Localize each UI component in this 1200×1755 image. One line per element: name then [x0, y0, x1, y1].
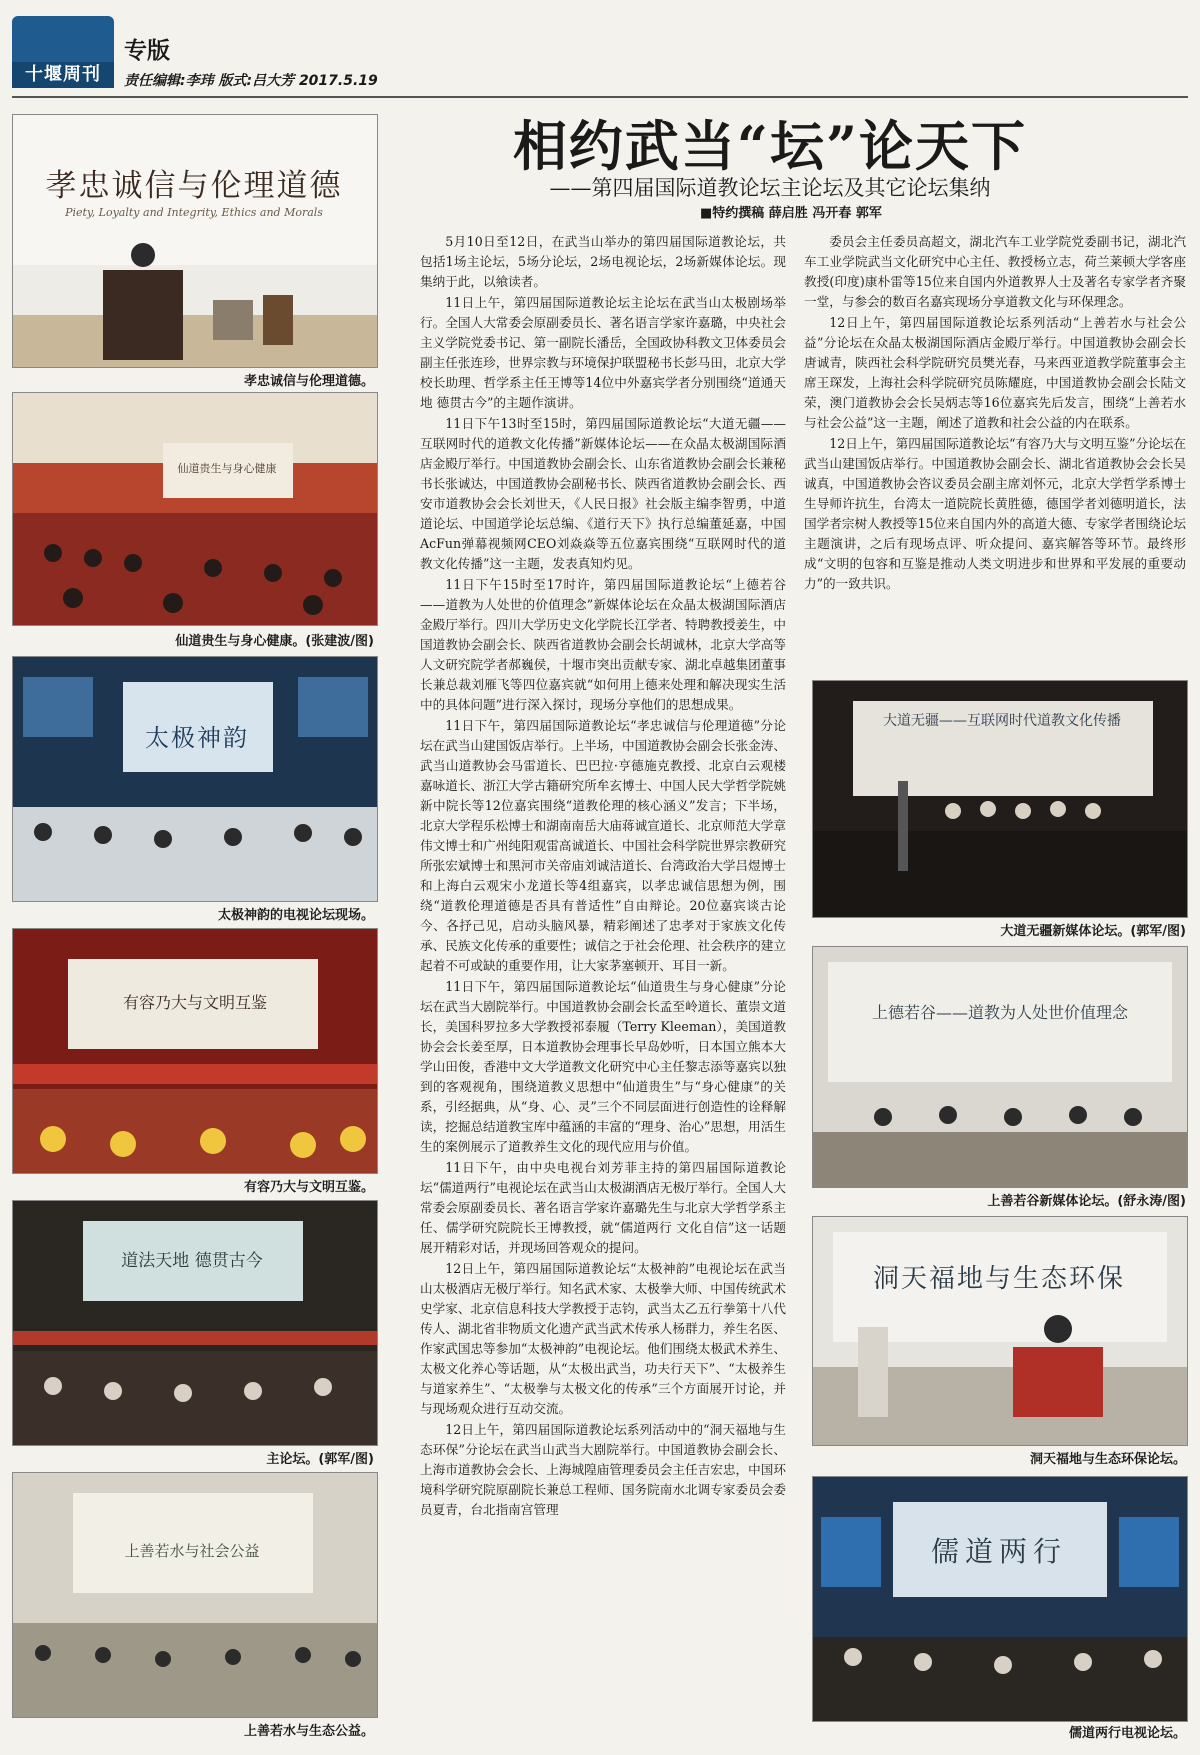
article-paragraph: 12日上午，第四届国际道教论坛“太极神韵”电视论坛在武当山太极酒店无极厅举行。知名武术家、太极拳大师、中国传统武术史学家、北京信息科技大学教授于志钧，武当太乙五行拳第十八代传人、湖北省非物质文化遗产武当武术传承人杨群力，养生名医、作家武国忠等参加“太极神韵”电视论坛。他们围绕太极武术养生、太极文化养心等话题，从“太极出武当，功夫行天下”、“太极养生与道家养生”、“太极拳与太极文化的传承”三个方面展开讨论，并与现场观众进行互动交流。	[420, 1261, 786, 1416]
article-paragraph: 11日下午，第四届国际道教论坛“仙道贵生与身心健康”分论坛在武当大剧院举行。中国道教协会副会长孟至岭道长、董崇文道长，美国科罗拉多大学教授祁泰履（Terry Kleeman），美国道教协会会长姜至厚，日本道教协会理事长早岛妙听，日本国立熊本大学山田俊，香港中文大学道教文化研究中心主任黎志添等嘉宾以独到的客观视角，围绕道教义思想中“仙道贵生”与“身心健康”的关系，引经据典，从“身、心、灵”三个不同层面进行创造性的诠释解读，挖掘总结道教宝库中蕴涵的丰富的“理身、治心”思想，用活生生的案例展示了道教养生文化的现代应用与价值。	[420, 979, 786, 1154]
photo-caption: 上善若水与生态公益。	[243, 1724, 374, 1739]
photo-piety-banner-en: Piety, Loyalty and Integrity, Ethics and Morals	[65, 206, 323, 219]
photo-caption: 孝忠诚信与伦理道德。	[243, 374, 374, 389]
photo-taiji-banner: 太极神韵	[145, 724, 249, 752]
article-column-2	[804, 232, 1186, 594]
photo-water-banner: 上善若水与社会公益	[124, 1542, 260, 1560]
photo-confucian-forum	[812, 1476, 1188, 1722]
subheadline: ——第四届国际道教论坛主论坛及其它论坛集纳	[549, 176, 991, 200]
article-paragraph: 11日下午15时至17时许，第四届国际道教论坛“上德若谷——道教为人处世的价值理念”新媒体论坛在众晶太极湖国际酒店金殿厅举行。四川大学历史文化学院长江学者、特聘教授姜生，中国道教协会副会长、陕西省道教协会副会长胡诚林，北京大学高等人文研究院学者郝巍侯，十堰市突出贡献专家、湖北卓越集团董事长兼总裁刘雁飞等四位嘉宾就“如何用上德来处理和解决现实生活中的具体问题”进行深入探讨，现场分享他们的思想成果。	[420, 577, 786, 712]
photo-caption: 有容乃大与文明互鉴。	[243, 1180, 374, 1195]
photo-piety-forum	[12, 114, 378, 368]
article-paragraph: 委员会主任委员高超文，湖北汽车工业学院党委副书记，湖北汽车工业学院武当文化研究中心主任、教授杨立志，荷兰莱顿大学客座教授(印度)康朴雷等15位来自国内外道教界人士及著名专家学者齐聚一堂，与参会的数百名嘉宾现场分享道教文化与环保理念。	[804, 234, 1186, 309]
editor-credits: 责任编辑:李玮 版式:吕大芳 2017.5.19	[124, 73, 378, 89]
photo-health-banner: 仙道贵生与身心健康	[177, 462, 277, 475]
photo-caption: 洞天福地与生态环保论坛。	[1029, 1452, 1186, 1467]
photo-caption: 大道无疆新媒体论坛。(郭军/图)	[1000, 924, 1186, 939]
masthead-divider	[12, 96, 1188, 98]
article-paragraph: 11日上午，第四届国际道教论坛主论坛在武当山太极剧场举行。全国人大常委会原副委员长、著名语言学家许嘉璐，中央社会主义学院党委书记、第一副院长潘岳，全国政协科教文卫体委员会副主任张连珍，世界宗教与环境保护联盟秘书长彭马田，北京大学校长助理、哲学系主任王博等14位中外嘉宾学者分别围绕“道通天地 德贯古今”的主题作演讲。	[420, 295, 786, 410]
photo-caption: 上善若谷新媒体论坛。(舒永涛/图)	[987, 1194, 1186, 1209]
article-column-1	[420, 232, 786, 1520]
article-paragraph: 12日上午，第四届国际道教论坛系列活动中的“洞天福地与生态环保”分论坛在武当山武当大剧院举行。中国道教协会副会长、上海市道教协会会长、上海城隍庙管理委员会主任吉宏忠，中国环境科学研究院原副院长兼总工程师、国务院南水北调专家委员会委员夏青，台北指南宫管理	[420, 1422, 786, 1517]
photo-virtue-banner: 上德若谷——道教为人处世价值理念	[871, 1003, 1128, 1022]
photo-main-banner: 道法天地 德贯古今	[121, 1251, 263, 1271]
article-paragraph: 11日下午13时至15时，第四届国际道教论坛“大道无疆——互联网时代的道教文化传播”新媒体论坛——在众晶太极湖国际酒店金殿厅举行。中国道教协会副会长、山东省道教协会副会长兼秘书长张诚达，中国道教协会副秘书长、陕西省道教协会副会长、西安市道教协会会长刘世天，《人民日报》社会版主编李智勇，中道道论坛、中国道学论坛总编、《道行天下》执行总编董延嘉，中国AcFun弹幕视频网CEO刘焱焱等五位嘉宾围绕“互联网时代的道教文化传播”这一主题，发表真知灼见。	[420, 416, 786, 571]
article-paragraph: 11日下午，由中央电视台刘芳菲主持的第四届国际道教论坛“儒道两行”电视论坛在武当山太极湖酒店无极厅举行。全国人大常委会原副委员长、著名语言学家许嘉璐先生与北京大学哲学系主任、儒学研究院院长王博教授，就“儒道两行 文化自信”这一话题展开精彩对话，并现场回答观众的提问。	[420, 1160, 786, 1255]
masthead-logo-text: 十堰周刊	[12, 62, 114, 88]
photo-caption: 太极神韵的电视论坛现场。	[217, 908, 374, 923]
photo-piety-banner: 孝忠诚信与伦理道德	[45, 168, 343, 204]
photo-caption: 儒道两行电视论坛。	[1068, 1726, 1186, 1741]
photo-taiji-forum	[12, 656, 378, 902]
article-paragraph: 11日下午，第四届国际道教论坛“孝忠诚信与伦理道德”分论坛在武当山建国饭店举行。上半场，中国道教协会副会长张金涛、武当山道教协会马雷道长、巴巴拉·亨德施克教授、北京白云观楼嘉咏道长、浙江大学古籍研究所牟玄博士、中国人民大学哲学院姚新中院长等12位嘉宾围绕“道教伦理的核心涵义”发言；下半场，北京大学程乐松博士和湖南南岳大庙蒋诚宣道长、北京师范大学章伟文博士和广州纯阳观雷高诚道长、中国社会科学院世界宗教研究所张宏斌博士和黑河市关帝庙刘诚洁道长、台湾政治大学吕煜博士和上海白云观宋小龙道长等4组嘉宾，以孝忠诚信思想为例，围绕“道教伦理道德是否具有普适性”自由辩论。20位嘉宾谈古论今、各抒己见，启动头脑风暴，精彩阐述了忠孝对于家族文化传承、民族文化传承的重要性；诚信之于社会伦理、社会秩序的建立起着不可或缺的重要作用，让大家茅塞顿开、耳目一新。	[420, 718, 786, 973]
article-paragraph: 12日上午，第四届国际道教论坛“有容乃大与文明互鉴”分论坛在武当山建国饭店举行。中国道教协会副会长、湖北省道教协会会长吴诚真，中国道教协会咨议委员会副主席刘怀元，北京大学哲学系博士生导师许抗生，台湾太一道院院长黄胜德，德国学者刘德明道长，法国学者宗树人教授等15位来自国内外的高道大德、专家学者围绕论坛主题演讲，之后有现场点评、听众提问、嘉宾解答等环节。最终形成“文明的包容和互鉴是推动人类文明进步和世界和平发展的重要动力”的一致共识。	[804, 436, 1186, 591]
photo-health-forum	[12, 392, 378, 626]
photo-ecology-banner: 洞天福地与生态环保	[872, 1264, 1125, 1294]
photo-ecology-forum	[812, 1216, 1188, 1446]
section-title: 专版	[124, 37, 170, 64]
photo-main-forum	[12, 1200, 378, 1446]
photo-tolerance-banner: 有容乃大与文明互鉴	[122, 993, 267, 1012]
photo-confucian-banner: 儒道两行	[930, 1535, 1067, 1568]
photo-caption: 主论坛。(郭军/图)	[266, 1452, 374, 1467]
photo-tolerance-forum	[12, 928, 378, 1174]
photo-caption: 仙道贵生与身心健康。(张建波/图)	[175, 634, 374, 649]
article-paragraph: 5月10日至12日，在武当山举办的第四届国际道教论坛，共包括1场主论坛，5场分论坛，2场电视论坛，2场新媒体论坛。现集纳于此，以飨读者。	[420, 234, 786, 289]
photo-virtue-forum	[812, 946, 1188, 1188]
byline: ■特约撰稿 薛启胜 冯开春 郭军	[700, 206, 882, 221]
photo-water-forum	[12, 1472, 378, 1718]
article-paragraph: 12日上午，第四届国际道教论坛系列活动“上善若水与社会公益”分论坛在众晶太极湖国际酒店金殿厅举行。中国道教协会副会长唐诚青，陕西社会科学院研究员樊光春，马来西亚道教学院董事会主席王琛发，上海社会科学院研究员陈耀庭，中国道教协会副会长陆文荣，澳门道教协会会长吴炳志等16位嘉宾先后发言，围绕“上善若水与社会公益”这一主题，阐述了道教和社会公益的内在联系。	[804, 315, 1186, 430]
photo-media-banner: 大道无疆——互联网时代道教文化传播	[883, 713, 1121, 729]
headline: 相约武当“坛”论天下	[512, 114, 1028, 178]
